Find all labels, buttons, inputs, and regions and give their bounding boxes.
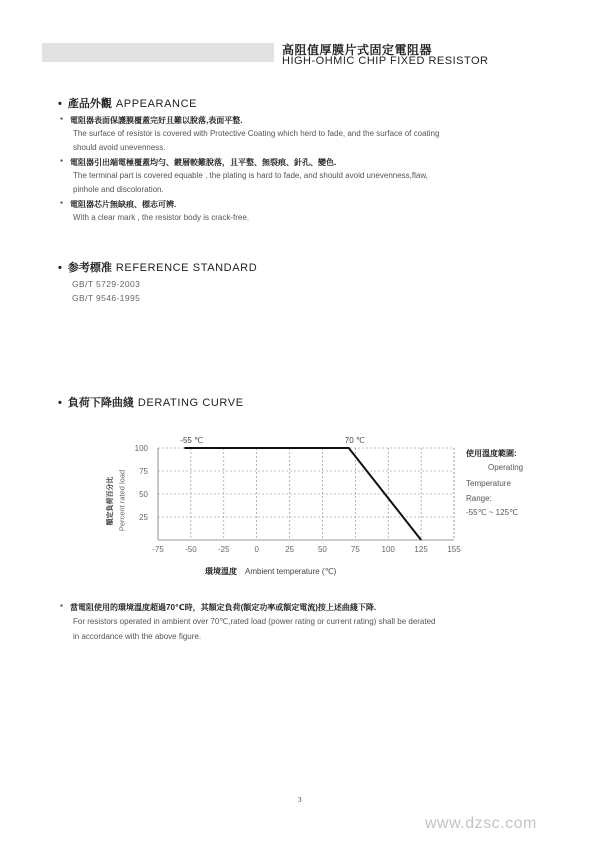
x-axis-label-zh: 環境溫度 (205, 567, 237, 576)
appearance-heading-zh: 產品外觀 (67, 98, 112, 110)
appearance-item-2-en-2: pinhole and discoloration. (73, 185, 164, 194)
x-tick-label: 125 (414, 545, 428, 554)
header-title-en: HIGH-OHMIC CHIP FIXED RESISTOR (282, 55, 489, 67)
x-tick-label: -75 (152, 545, 164, 554)
y-tick-label: 75 (139, 467, 148, 476)
annotation-label: -55 ℃ (180, 436, 204, 445)
x-tick-label: 25 (285, 545, 295, 554)
appearance-item-2-en-1: The terminal part is covered equable , the plating is hard to fade, and should avoid unevenness,flaw, (73, 171, 428, 180)
x-tick-label: 155 (447, 545, 461, 554)
legend-line: Range: (466, 494, 492, 503)
appearance-item-2-zh: * 電阻器引出端電極覆蓋均勻、鍍層較難脫落，且平整、無裂痕、針孔、變色. (60, 158, 337, 167)
legend-line: Temperature (466, 479, 511, 488)
appearance-item-3-zh: * 電阻器芯片無缺痕、標志可辨. (60, 200, 177, 209)
star-icon: * (60, 158, 64, 167)
reference-heading-zh: 参考標准 (67, 262, 112, 274)
reference-heading-en: REFERENCE STANDARD (115, 262, 258, 274)
y-tick-label: 100 (134, 444, 148, 453)
x-tick-label: 100 (381, 545, 395, 554)
x-tick-label: -50 (185, 545, 197, 554)
appearance-item-1-en-2: should avoid unevenness. (73, 143, 166, 152)
appearance-heading-en: APPEARANCE (115, 98, 198, 110)
watermark: www.dzsc.com (425, 815, 537, 832)
chart-annotations (180, 436, 365, 445)
legend-line: -55℃ ~ 125℃ (466, 508, 518, 517)
x-tick-label: 75 (350, 545, 360, 554)
star-icon: * (60, 116, 64, 125)
x-tick-label: 50 (317, 545, 327, 554)
y-axis-label-en: Percent rated load (117, 469, 127, 532)
annotation-label: 70 ℃ (344, 436, 365, 445)
y-tick-label: 25 (139, 513, 148, 522)
standard-item: GB/T 5729-2003 (72, 279, 141, 289)
standard-item: GB/T 9546-1995 (72, 293, 141, 303)
x-axis-label (205, 566, 336, 577)
appearance-item-1-zh: * 電阻器表面保護膜覆蓋完好且難以脫落,表面平整. (60, 116, 243, 125)
x-axis-label-en: Ambient temperature (℃) (245, 567, 337, 576)
y-axis-label-zh: 額定負荷百分比 (107, 476, 114, 526)
note-en-2: in accordance with the above figure. (73, 632, 202, 641)
note-zh: * 當電阻使用的環境溫度超過70℃時，其額定負荷(額定功率或額定電流)按上述曲綫下降. (60, 603, 377, 612)
legend-line: 使用溫度範圍: (466, 449, 517, 458)
note-en-1: For resistors operated in ambient over 70℃,rated load (power rating or current rating) shall be derated (73, 617, 436, 626)
bullet-icon: • (58, 262, 62, 274)
derating-heading-en: DERATING CURVE (137, 397, 244, 409)
star-icon: * (60, 200, 64, 209)
derating-heading-zh: 負荷下降曲綫 (67, 397, 134, 409)
legend-line: Operating (488, 463, 524, 472)
page-number: 3 (298, 796, 302, 804)
chart-ticks (135, 444, 462, 554)
x-tick-label: -25 (217, 545, 230, 554)
y-tick-label: 50 (139, 490, 148, 499)
appearance-item-3-en-1: With a clear mark , the resistor body is crack-free. (73, 213, 250, 222)
header-title-zh: 高阻值厚膜片式固定電阻器 (282, 43, 433, 57)
appearance-item-1-en-1: The surface of resistor is covered with Protective Coating which herd to fade, and the surface of coating (73, 129, 440, 138)
bullet-icon: • (58, 98, 62, 110)
star-icon: * (60, 603, 64, 612)
x-tick-label: 0 (254, 545, 259, 554)
bullet-icon: • (58, 397, 62, 409)
